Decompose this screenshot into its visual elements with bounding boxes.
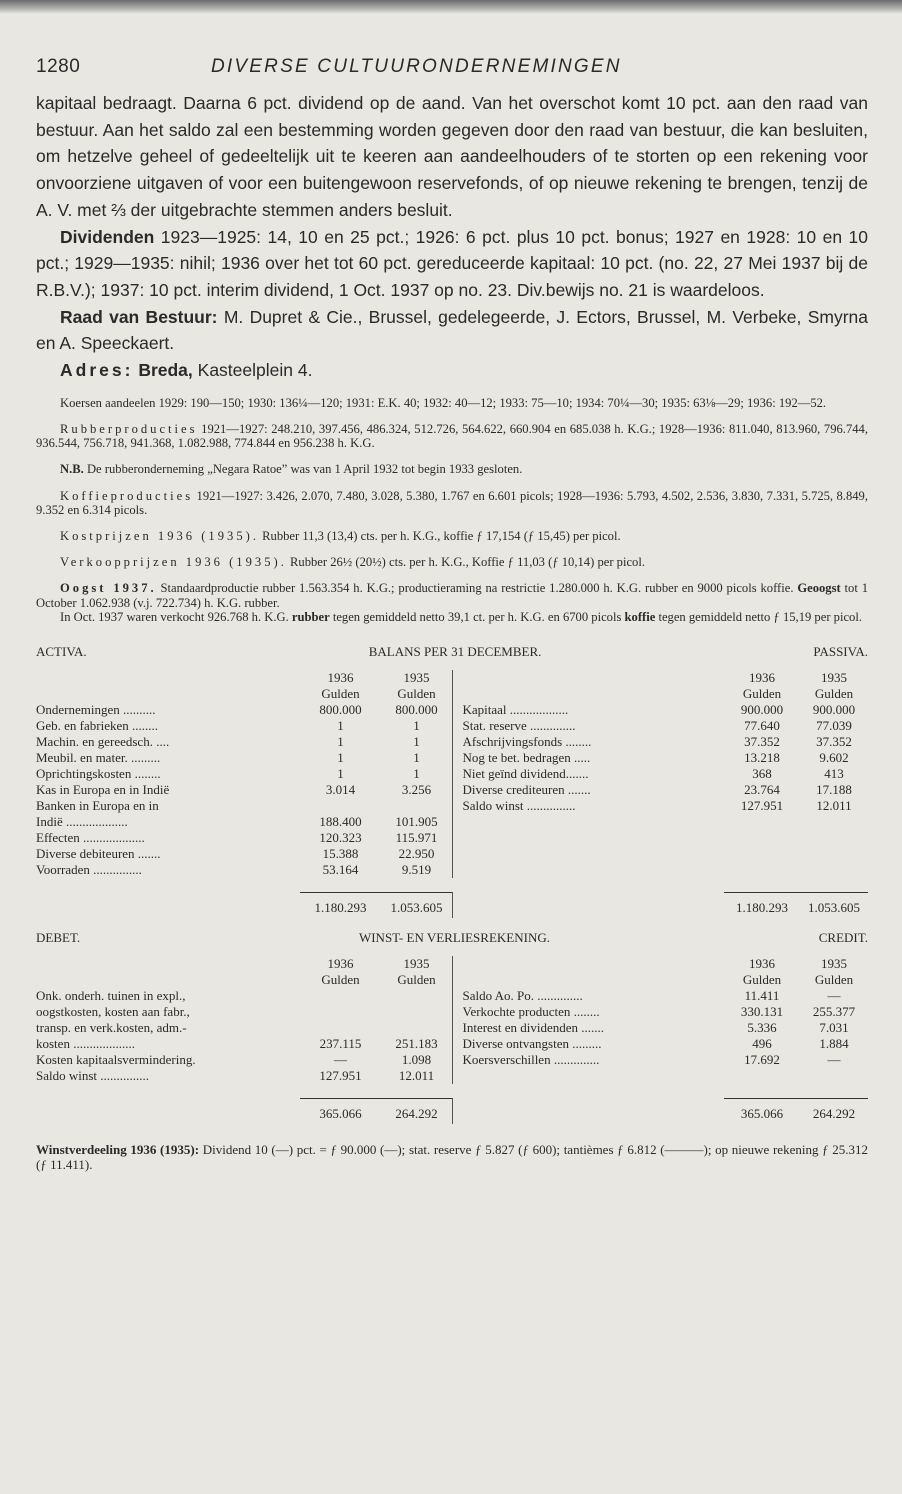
year-1935: 1935 <box>403 955 430 971</box>
value-1936: 496 <box>752 1035 772 1051</box>
kostprijzen-label: Kostprijzen 1936 (1935). <box>60 528 259 543</box>
winstverdeeling-paragraph <box>36 1142 868 1172</box>
nb-label: N.B. <box>60 462 84 477</box>
balans-title: BALANS PER 31 DECEMBER. <box>368 643 542 659</box>
table-row <box>463 1020 869 1036</box>
value-1936: 1 <box>337 749 344 765</box>
oct-text-2: tegen gemiddeld netto 39,1 ct. per h. K.G. en 6700 picols <box>329 609 625 624</box>
row-label: Geb. en fabrieken ........ <box>36 717 159 733</box>
table-row <box>36 782 452 798</box>
table-row <box>36 862 452 878</box>
oogst-label: Oogst 1937. <box>60 581 157 596</box>
oct-text-3: tegen gemiddeld netto ƒ 15,19 per picol. <box>655 609 862 624</box>
balans-body <box>36 670 868 878</box>
dividenden-paragraph <box>36 224 868 304</box>
value-1936: 1 <box>337 717 344 733</box>
table-row <box>36 1052 452 1068</box>
table-row <box>463 750 869 766</box>
table-row <box>36 1020 452 1036</box>
credit-total <box>453 1098 869 1124</box>
row-label: Oprichtingskosten ........ <box>36 765 161 781</box>
value-1936 <box>300 1004 382 1020</box>
row-label: Verkochte producten ........ <box>462 1003 600 1019</box>
winstverdeeling-label: Winstverdeeling 1936 (1935): <box>36 1141 200 1157</box>
winst-header <box>36 930 868 956</box>
value-1935: 101.905 <box>395 813 438 829</box>
oct-paragraph <box>36 610 868 624</box>
balans-header <box>36 644 868 670</box>
winst-section <box>36 930 868 1124</box>
debet-title: DEBET. <box>36 929 81 945</box>
running-title: DIVERSE CULTUURONDERNEMINGEN <box>211 56 622 77</box>
activa-year-header <box>36 670 452 686</box>
value-1935: 115.971 <box>395 829 438 845</box>
value-1936: 17.692 <box>744 1051 780 1067</box>
credit-rows <box>463 988 869 1068</box>
table-row <box>36 846 452 862</box>
row-label: Diverse debiteuren ....... <box>36 845 161 861</box>
rubber-label: Rubberproducties <box>60 421 198 436</box>
row-label: kosten ................... <box>36 1035 135 1051</box>
row-label: Voorraden ............... <box>36 861 142 877</box>
value-1936: 37.352 <box>744 733 780 749</box>
year-1935: 1935 <box>821 669 847 685</box>
table-row <box>36 766 452 782</box>
row-label: Diverse ontvangsten ......... <box>462 1035 602 1051</box>
nb-paragraph <box>36 462 868 476</box>
koffie-paragraph <box>36 489 868 517</box>
table-row <box>463 1036 869 1052</box>
oogst-geoogst: Geoogst <box>797 581 841 596</box>
table-row <box>36 718 452 734</box>
value-1936: 77.640 <box>744 717 780 733</box>
value-1935: 9.602 <box>819 749 849 765</box>
row-label: Kapitaal .................. <box>462 701 569 717</box>
running-header <box>36 56 868 90</box>
value-1935: 1.098 <box>401 1051 432 1067</box>
year-1935: 1935 <box>821 955 847 971</box>
value-1935: 22.950 <box>398 845 435 861</box>
unit-gulden: Gulden <box>742 971 782 987</box>
value-1935: 1 <box>413 765 420 781</box>
debet-unit-header <box>36 972 452 988</box>
debet-year-header <box>36 956 452 972</box>
value-1935: 800.000 <box>395 701 438 717</box>
scan-top-edge <box>0 0 902 14</box>
activa-column <box>36 670 453 878</box>
value-1935 <box>382 988 452 1004</box>
value-1936: 3.014 <box>325 781 356 797</box>
activa-title: ACTIVA. <box>36 643 87 659</box>
passiva-column <box>453 670 869 878</box>
value-1936: 1 <box>337 733 344 749</box>
value-1936 <box>300 1020 382 1036</box>
value-1935: 413 <box>824 765 844 781</box>
row-label: oogstkosten, kosten aan fabr., <box>36 1003 190 1019</box>
credit-year-header <box>463 956 869 972</box>
row-label: Kosten kapitaalsvermindering. <box>36 1051 196 1067</box>
oct-rubber: rubber <box>291 609 330 624</box>
value-1936: 11.411 <box>744 987 780 1003</box>
value-1935: 77.039 <box>816 717 852 733</box>
winst-title: WINST- EN VERLIESREKENING. <box>358 929 550 945</box>
value-1936: 23.764 <box>744 781 780 797</box>
row-label: Ondernemingen .......... <box>36 701 156 717</box>
book-page <box>36 56 868 1185</box>
table-row <box>463 766 869 782</box>
passiva-rows <box>463 702 869 814</box>
verkoop-text: Rubber 26½ (20½) cts. per h. K.G., Koffie ƒ 11,03 (ƒ 10,14) per picol. <box>286 555 645 570</box>
row-label: Meubil. en mater. ......... <box>36 749 161 765</box>
row-label: Indië ................... <box>36 813 128 829</box>
table-row <box>463 1052 869 1068</box>
row-label: transp. en verk.kosten, adm.- <box>36 1019 187 1035</box>
table-row <box>463 734 869 750</box>
value-1935 <box>382 1004 452 1020</box>
activa-rows <box>36 702 452 878</box>
value-1935: 900.000 <box>812 701 856 717</box>
credit-title: CREDIT. <box>818 929 868 945</box>
winst-body <box>36 956 868 1084</box>
value-1935: 7.031 <box>819 1019 849 1035</box>
activa-total <box>36 892 453 918</box>
passiva-total-1935: 1.053.605 <box>800 892 868 918</box>
year-1936: 1936 <box>327 955 354 971</box>
unit-gulden: Gulden <box>814 971 854 987</box>
value-1936: 127.951 <box>740 797 784 813</box>
debet-column <box>36 956 453 1084</box>
value-1935: 1 <box>413 733 420 749</box>
value-1936: 120.323 <box>319 829 362 845</box>
table-row <box>463 702 869 718</box>
value-1936: 127.951 <box>319 1067 362 1083</box>
value-1935: — <box>827 1051 841 1067</box>
balans-totals <box>36 892 868 918</box>
value-1936: 900.000 <box>740 701 784 717</box>
value-1935: 12.011 <box>816 797 852 813</box>
raad-label: Raad van Bestuur: <box>60 306 218 327</box>
value-1936 <box>300 798 382 814</box>
table-row <box>463 718 869 734</box>
value-1935: 37.352 <box>816 733 852 749</box>
oogst-paragraph <box>36 581 868 609</box>
value-1936: 188.400 <box>319 813 362 829</box>
dividenden-text: 1923—1925: 14, 10 en 25 pct.; 1926: 6 pct. plus 10 pct. bonus; 1927 en 1928: 10 en 10 pct.; 1929—1935: nihil; 1936 over het tot 60 pct. gereduceerde kapitaal: 10 pct. (no. 22, 27 Mei 1937 bij de R.B.V.); 1937: 10 pct. interim dividend, 1 Oct. 1937 op no. 23. Div.bewijs no. 21 is waardeloos. <box>36 226 868 300</box>
table-row <box>36 702 452 718</box>
table-row <box>36 814 452 830</box>
unit-gulden: Gulden <box>321 685 360 701</box>
table-row <box>36 1004 452 1020</box>
row-label: Stat. reserve .............. <box>462 717 576 733</box>
value-1935: 1 <box>413 717 420 733</box>
raad-text: M. Dupret & Cie., Brussel, gedelegeerde, J. Ectors, Brussel, M. Verbeke, Smyrna en A. Speeckaert. <box>36 306 868 354</box>
row-label: Saldo winst ............... <box>462 797 576 813</box>
value-1936: 800.000 <box>319 701 362 717</box>
value-1936: 1 <box>337 765 344 781</box>
row-label: Machin. en gereedsch. .... <box>36 733 170 749</box>
oogst-text-2: tot 1 October 1.062.938 (v.j. 722.734) h. K.G. rubber. <box>36 581 869 610</box>
adres-label: Adres: <box>60 360 134 381</box>
credit-column <box>453 956 869 1084</box>
activa-total-1936: 1.180.293 <box>300 892 382 918</box>
unit-gulden: Gulden <box>742 685 782 701</box>
value-1936: 15.388 <box>322 845 359 861</box>
table-row <box>463 1004 869 1020</box>
value-1935: 17.188 <box>816 781 852 797</box>
debet-total-1936: 365.066 <box>300 1098 382 1124</box>
table-row <box>36 798 452 814</box>
intro-paragraph: kapitaal bedraagt. Daarna 6 pct. dividend op de aand. Van het overschot komt 10 pct. aan den raad van bestuur. Aan het saldo zal een bestemming worden gegeven door den raad van bestuur, die kan besluiten, om hetzelve geheel of gedeeltelijk uit te keeren aan aandeelhouders of te storten op een rekening voor onvoorziene uitgaven of voor een buitengewoon reservefonds, of op nieuwe rekening te brengen, tenzij de A. V. met ⅔ der uitgebrachte stemmen anders besluit. <box>36 93 868 220</box>
raad-paragraph <box>36 304 868 357</box>
dividenden-label: Dividenden <box>60 226 155 247</box>
year-1936: 1936 <box>749 955 775 971</box>
value-1936 <box>300 988 382 1004</box>
value-1935 <box>382 798 452 814</box>
koffie-text: 1921—1927: 3.426, 2.070, 7.480, 3.028, 5.380, 1.767 en 6.601 picols; 1928—1936: 5.793, 4.502, 2.536, 3.830, 7.331, 5.725, 8.849, 9.352 en 6.314 picols. <box>36 488 868 517</box>
row-label: Diverse crediteuren ....... <box>462 781 591 797</box>
page-number: 1280 <box>36 56 81 77</box>
value-1935: — <box>827 987 841 1003</box>
credit-total-1936: 365.066 <box>724 1098 800 1124</box>
row-label: Saldo Ao. Po. .............. <box>462 987 583 1003</box>
rubber-text: 1921—1927: 248.210, 397.456, 486.324, 512.726, 564.622, 660.904 en 685.038 h. K.G.; 1928—1936: 811.040, 813.960, 796.744, 936.544, 756.718, 941.368, 1.082.988, 774.844 en 956.238 h. K.G. <box>36 421 868 451</box>
table-row <box>36 988 452 1004</box>
year-1936: 1936 <box>749 669 775 685</box>
passiva-total-1936: 1.180.293 <box>724 892 800 918</box>
unit-gulden: Gulden <box>397 685 436 701</box>
row-label: Nog te bet. bedragen ..... <box>462 749 591 765</box>
activa-unit-header <box>36 686 452 702</box>
value-1935: 255.377 <box>812 1003 856 1019</box>
row-label: Saldo winst ............... <box>36 1067 150 1083</box>
value-1935: 9.519 <box>401 861 432 877</box>
credit-unit-header <box>463 972 869 988</box>
row-label: Afschrijvingsfonds ........ <box>462 733 592 749</box>
verkoop-paragraph <box>36 555 868 569</box>
passiva-year-header <box>463 670 869 686</box>
unit-gulden: Gulden <box>814 685 854 701</box>
value-1935: 1.884 <box>819 1035 849 1051</box>
value-1936: 368 <box>752 765 772 781</box>
activa-total-1935: 1.053.605 <box>382 892 452 918</box>
debet-total-1935: 264.292 <box>382 1098 452 1124</box>
row-label: Interest en dividenden ....... <box>462 1019 605 1035</box>
kostprijzen-text: Rubber 11,3 (13,4) cts. per h. K.G., koffie ƒ 17,154 (ƒ 15,45) per picol. <box>258 528 621 543</box>
table-row <box>463 798 869 814</box>
value-1936: 53.164 <box>322 861 359 877</box>
winst-totals <box>36 1098 868 1124</box>
table-row <box>463 988 869 1004</box>
debet-total <box>36 1098 453 1124</box>
value-1935: 3.256 <box>401 781 432 797</box>
verkoop-label: Verkoopprijzen 1936 (1935). <box>60 555 287 570</box>
value-1936: 237.115 <box>319 1035 362 1051</box>
row-label: Niet geïnd dividend....... <box>462 765 589 781</box>
unit-gulden: Gulden <box>321 971 360 987</box>
passiva-title: PASSIVA. <box>813 643 868 659</box>
value-1935: 251.183 <box>395 1035 438 1051</box>
unit-gulden: Gulden <box>397 971 436 987</box>
debet-rows <box>36 988 452 1084</box>
value-1936: — <box>334 1051 347 1067</box>
table-row <box>463 782 869 798</box>
adres-paragraph <box>36 357 868 384</box>
adres-city: Breda, <box>138 360 193 381</box>
row-label: Effecten ................... <box>36 829 145 845</box>
winstverdeeling-text: Dividend 10 (—) pct. = ƒ 90.000 (—); stat. reserve ƒ 5.827 (ƒ 600); tantièmes ƒ 6.812 (———); op nieuwe rekening ƒ 25.312 (ƒ 11.411). <box>36 1141 869 1172</box>
koersen-paragraph: Koersen aandeelen 1929: 190—150; 1930: 136¼—120; 1931: E.K. 40; 1932: 40—12; 1933: 75—10; 1934: 70¼—30; 1935: 63⅛—29; 1936: 192—52. <box>60 395 827 410</box>
rubber-paragraph <box>36 422 868 450</box>
row-label: Kas in Europa en in Indië <box>36 781 170 797</box>
year-1935: 1935 <box>403 669 430 685</box>
row-label: Banken in Europa en in <box>36 797 159 813</box>
oogst-text-1: Standaardproductie rubber 1.563.354 h. K.G.; productieraming na restrictie 1.280.000 h. K.G. rubber en 9000 picols koffie. <box>156 581 798 596</box>
balans-section <box>36 644 868 918</box>
oct-koffie: koffie <box>624 609 656 624</box>
passiva-unit-header <box>463 686 869 702</box>
passiva-total <box>453 892 869 918</box>
row-label: Onk. onderh. tuinen in expl., <box>36 987 186 1003</box>
table-row <box>36 1036 452 1052</box>
nb-text: De rubberonderneming „Negara Ratoe” was van 1 April 1932 tot begin 1933 gesloten. <box>83 462 523 477</box>
value-1935: 1 <box>413 749 420 765</box>
value-1936: 330.131 <box>740 1003 784 1019</box>
value-1936: 13.218 <box>744 749 780 765</box>
table-row <box>36 750 452 766</box>
credit-total-1935: 264.292 <box>800 1098 868 1124</box>
table-row <box>36 734 452 750</box>
value-1935 <box>382 1020 452 1036</box>
table-row <box>36 830 452 846</box>
row-label: Koersverschillen .............. <box>462 1051 600 1067</box>
kostprijzen-paragraph <box>36 529 868 543</box>
koffie-label: Koffieproducties <box>60 488 194 503</box>
table-row <box>36 1068 452 1084</box>
adres-text: Kasteelplein 4. <box>192 360 313 381</box>
value-1936: 5.336 <box>747 1019 777 1035</box>
oct-text-1: In Oct. 1937 waren verkocht 926.768 h. K.G. <box>60 609 292 624</box>
year-1936: 1936 <box>327 669 354 685</box>
value-1935: 12.011 <box>398 1067 435 1083</box>
